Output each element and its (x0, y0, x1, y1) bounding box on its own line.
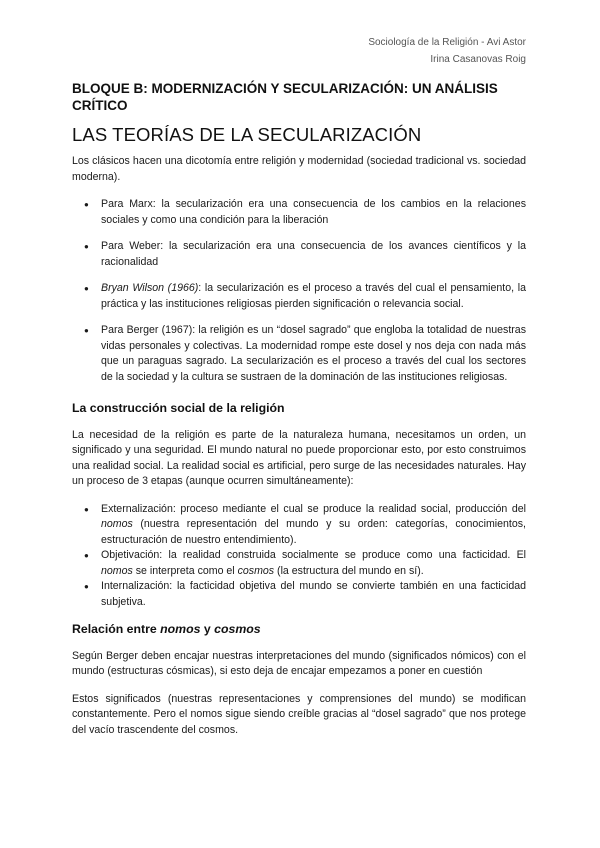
header-course: Sociología de la Religión - Avi Astor (368, 37, 526, 48)
stages-list (72, 502, 526, 611)
section-nomos-cosmos-title (72, 622, 526, 638)
obj-text-b: se interpreta como el (132, 564, 238, 577)
title-part-a: Relación entre (72, 622, 161, 636)
title-nomos: nomos (160, 622, 201, 636)
ext-nomos: nomos (101, 518, 133, 530)
intro-paragraph: Los clásicos hacen una dicotomía entre religión y modernidad (sociedad tradicional vs. sociedad moderna). (72, 155, 526, 183)
section-social-construction-title: La construcción social de la religión (72, 401, 285, 415)
main-title: LAS TEORÍAS DE LA SECULARIZACIÓN (72, 124, 422, 145)
nomos-cosmos-paragraph-2: Estos significados (nuestras representaciones y comprensiones del mundo) se modifican constantemente. Pero el nomos sigue siendo creíble gracias al “dosel sagrado” que nos protege del vacío trascendente del cosmos. (72, 692, 526, 736)
stage-externalization (72, 502, 526, 549)
stage-internalization: ● Internalización: la facticidad objetiva del mundo se convierte también en una facticidad subjetiva. (72, 579, 526, 610)
social-construction-paragraph: La necesidad de la religión es parte de la naturaleza humana, necesitamos un orden, un significado y una seguridad. El mundo natural no puede proporcionar esto, por esto construimos una realidad social. La realidad social es artificial, pero surge de las necesidades naturales. Hay un proceso de 3 etapas (aunque ocurren simultáneamente): (72, 428, 526, 487)
block-title: BLOQUE B: MODERNIZACIÓN Y SECULARIZACIÓN: UN ANÁLISIS CRÍTICO (72, 81, 498, 113)
wilson-text: : la secularización es el proceso a través del cual el pensamiento, la práctica y las instituciones religiosas pierden significación o relevancia social. (101, 282, 526, 310)
obj-text-a: Objetivación: la realidad construida socialmente se produce como una facticidad. El (101, 549, 526, 561)
title-part-b: y (200, 622, 215, 636)
page-header (368, 34, 526, 68)
theory-marx: ● Para Marx: la secularización era una consecuencia de los cambios en la relaciones sociales y como una condición para la liberación (72, 197, 526, 228)
obj-nomos: nomos (101, 564, 133, 577)
theory-wilson (72, 281, 526, 312)
title-cosmos: cosmos (214, 622, 261, 636)
wilson-author: Bryan Wilson (1966) (101, 282, 199, 294)
obj-text-c: (la estructura del mundo en sí). (274, 564, 424, 577)
stage-objectivation (72, 548, 526, 579)
nomos-cosmos-paragraph-1: Según Berger deben encajar nuestras interpretaciones del mundo (significados nómicos) con el mundo (estructuras cósmicas), si esto deja de encajar empezamos a poner en cuestión (72, 649, 526, 677)
theories-list (72, 197, 526, 385)
theory-berger: ● Para Berger (1967): la religión es un “dosel sagrado” que engloba la totalidad de nuestras vidas personales y colectivas. La modernidad rompe este dosel y nos deja con nada más que un paraguas sagrado. La secularización es el proceso a través del cual los sectores de la sociedad y la cultura se sustraen de la dominación de las instituciones religiosas. (72, 323, 526, 385)
theory-weber: ● Para Weber: la secularización era una consecuencia de los avances científicos y la racionalidad (72, 239, 526, 270)
obj-cosmos: cosmos (237, 564, 275, 577)
ext-text-b: (nuestra representación del mundo y su orden: categorías, conocimientos, estructuración de nuestro entendimiento). (101, 518, 526, 546)
ext-text-a: Externalización: proceso mediante el cual se produce la realidad social, producción del (101, 502, 526, 515)
header-author: Irina Casanovas Roig (430, 54, 526, 65)
document-body (72, 154, 526, 750)
